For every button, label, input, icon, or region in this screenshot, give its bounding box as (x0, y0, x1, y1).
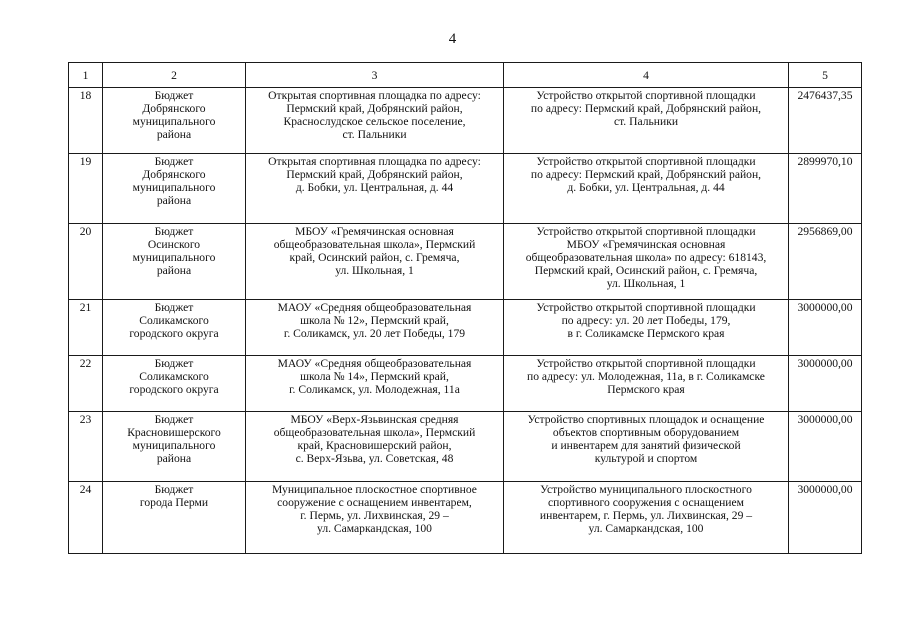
amount-cell (789, 356, 862, 412)
table-body (69, 63, 862, 554)
budget-cell (103, 154, 246, 224)
purpose-text: Устройство открытой спортивной площадки по адресу: ул. Молодежная, 11а, в г. Соликамске Пермского края (527, 357, 765, 396)
row-number-text: 18 (79, 89, 92, 102)
budget-text: Бюджет Добрянского муниципального района (132, 155, 216, 207)
object-cell (246, 154, 504, 224)
budget-cell (103, 482, 246, 554)
budget-text: Бюджет Красновишерского муниципального района (127, 413, 221, 465)
table-row (69, 224, 862, 300)
amount-cell (789, 482, 862, 554)
object-text: МАОУ «Средняя общеобразовательная школа № 14», Пермский край, г. Соликамск, ул. Молодежная, 11а (277, 357, 472, 396)
object-text: Открытая спортивная площадка по адресу: Пермский край, Добрянский район, д. Бобки, ул. Центральная, д. 44 (268, 155, 481, 194)
row-number-text: 23 (79, 413, 92, 426)
object-text: МАОУ «Средняя общеобразовательная школа № 12», Пермский край, г. Соликамск, ул. 20 лет Победы, 179 (277, 301, 472, 340)
row-number-text: 20 (79, 225, 92, 238)
row-number-text: 24 (79, 483, 92, 496)
purpose-text: Устройство открытой спортивной площадки МБОУ «Гремячинская основная общеобразовательная школа» по адресу: 618143, Пермский край, Осинский район, с. Гремяча, ул. Школьная, 1 (525, 225, 767, 290)
amount-cell (789, 154, 862, 224)
header-cell-2: 2 (103, 63, 246, 88)
amount-text: 2899970,10 (797, 155, 853, 168)
row-number-cell (69, 88, 103, 154)
header-cell-5: 5 (789, 63, 862, 88)
object-cell (246, 356, 504, 412)
purpose-cell (504, 154, 789, 224)
budget-text: Бюджет Соликамского городского округа (129, 357, 219, 396)
purpose-text: Устройство муниципального плоскостного спортивного сооружения с оснащением инвентарем, г. Пермь, ул. Лихвинская, 29 – ул. Самаркандская, 100 (539, 483, 753, 535)
amount-cell (789, 224, 862, 300)
table-header-row (69, 63, 862, 88)
purpose-text: Устройство открытой спортивной площадки по адресу: ул. 20 лет Победы, 179, в г. Соликамске Пермского края (536, 301, 756, 340)
amount-text: 2476437,35 (797, 89, 853, 102)
amount-text: 3000000,00 (797, 357, 853, 370)
amount-text: 3000000,00 (797, 301, 853, 314)
object-text: Муниципальное плоскостное спортивное сооружение с оснащением инвентарем, г. Пермь, ул. Лихвинская, 29 – ул. Самаркандская, 100 (272, 483, 477, 535)
amount-text: 2956869,00 (797, 225, 853, 238)
row-number-text: 19 (79, 155, 92, 168)
object-text: Открытая спортивная площадка по адресу: Пермский край, Добрянский район, Краснослудское сельское поселение, ст. Пальники (268, 89, 481, 141)
page-number: 4 (448, 31, 457, 47)
row-number-cell (69, 482, 103, 554)
header-cell-4: 4 (504, 63, 789, 88)
purpose-text: Устройство спортивных площадок и оснащение объектов спортивным оборудованием и инвентарем для занятий физической культурой и спортом (527, 413, 765, 465)
budget-cell (103, 224, 246, 300)
purpose-text: Устройство открытой спортивной площадки по адресу: Пермский край, Добрянский район, ст. Пальники (530, 89, 762, 128)
object-text: МБОУ «Верх-Язьвинская средняя общеобразовательная школа», Пермский край, Красновишерский район, с. Верх-Язьва, ул. Советская, 48 (273, 413, 476, 465)
budget-cell (103, 412, 246, 482)
budget-cell (103, 88, 246, 154)
row-number-cell (69, 356, 103, 412)
funding-table (68, 62, 862, 554)
row-number-cell (69, 224, 103, 300)
table-row (69, 154, 862, 224)
table-row (69, 482, 862, 554)
row-number-cell (69, 300, 103, 356)
object-cell (246, 300, 504, 356)
amount-cell (789, 88, 862, 154)
amount-text: 3000000,00 (797, 413, 853, 426)
header-cell-3: 3 (246, 63, 504, 88)
row-number-text: 21 (79, 301, 92, 314)
purpose-cell (504, 224, 789, 300)
purpose-cell (504, 300, 789, 356)
purpose-text: Устройство открытой спортивной площадки по адресу: Пермский край, Добрянский район, д. Бобки, ул. Центральная, д. 44 (530, 155, 762, 194)
amount-cell (789, 300, 862, 356)
amount-text: 3000000,00 (797, 483, 853, 496)
purpose-cell (504, 412, 789, 482)
budget-text: Бюджет Соликамского городского округа (129, 301, 219, 340)
table-row (69, 356, 862, 412)
purpose-cell (504, 356, 789, 412)
row-number-cell (69, 412, 103, 482)
amount-cell (789, 412, 862, 482)
row-number-cell (69, 154, 103, 224)
table-row (69, 412, 862, 482)
table-row (69, 300, 862, 356)
table-row (69, 88, 862, 154)
object-cell (246, 412, 504, 482)
purpose-cell (504, 482, 789, 554)
budget-text: Бюджет Добрянского муниципального района (132, 89, 216, 141)
budget-cell (103, 300, 246, 356)
purpose-cell (504, 88, 789, 154)
budget-text: Бюджет города Перми (139, 483, 209, 509)
budget-cell (103, 356, 246, 412)
row-number-text: 22 (79, 357, 92, 370)
header-cell-1: 1 (69, 63, 103, 88)
object-cell (246, 224, 504, 300)
budget-text: Бюджет Осинского муниципального района (132, 225, 216, 277)
object-text: МБОУ «Гремячинская основная общеобразовательная школа», Пермский край, Осинский район, с. Гремяча, ул. Школьная, 1 (273, 225, 476, 277)
object-cell (246, 482, 504, 554)
object-cell (246, 88, 504, 154)
